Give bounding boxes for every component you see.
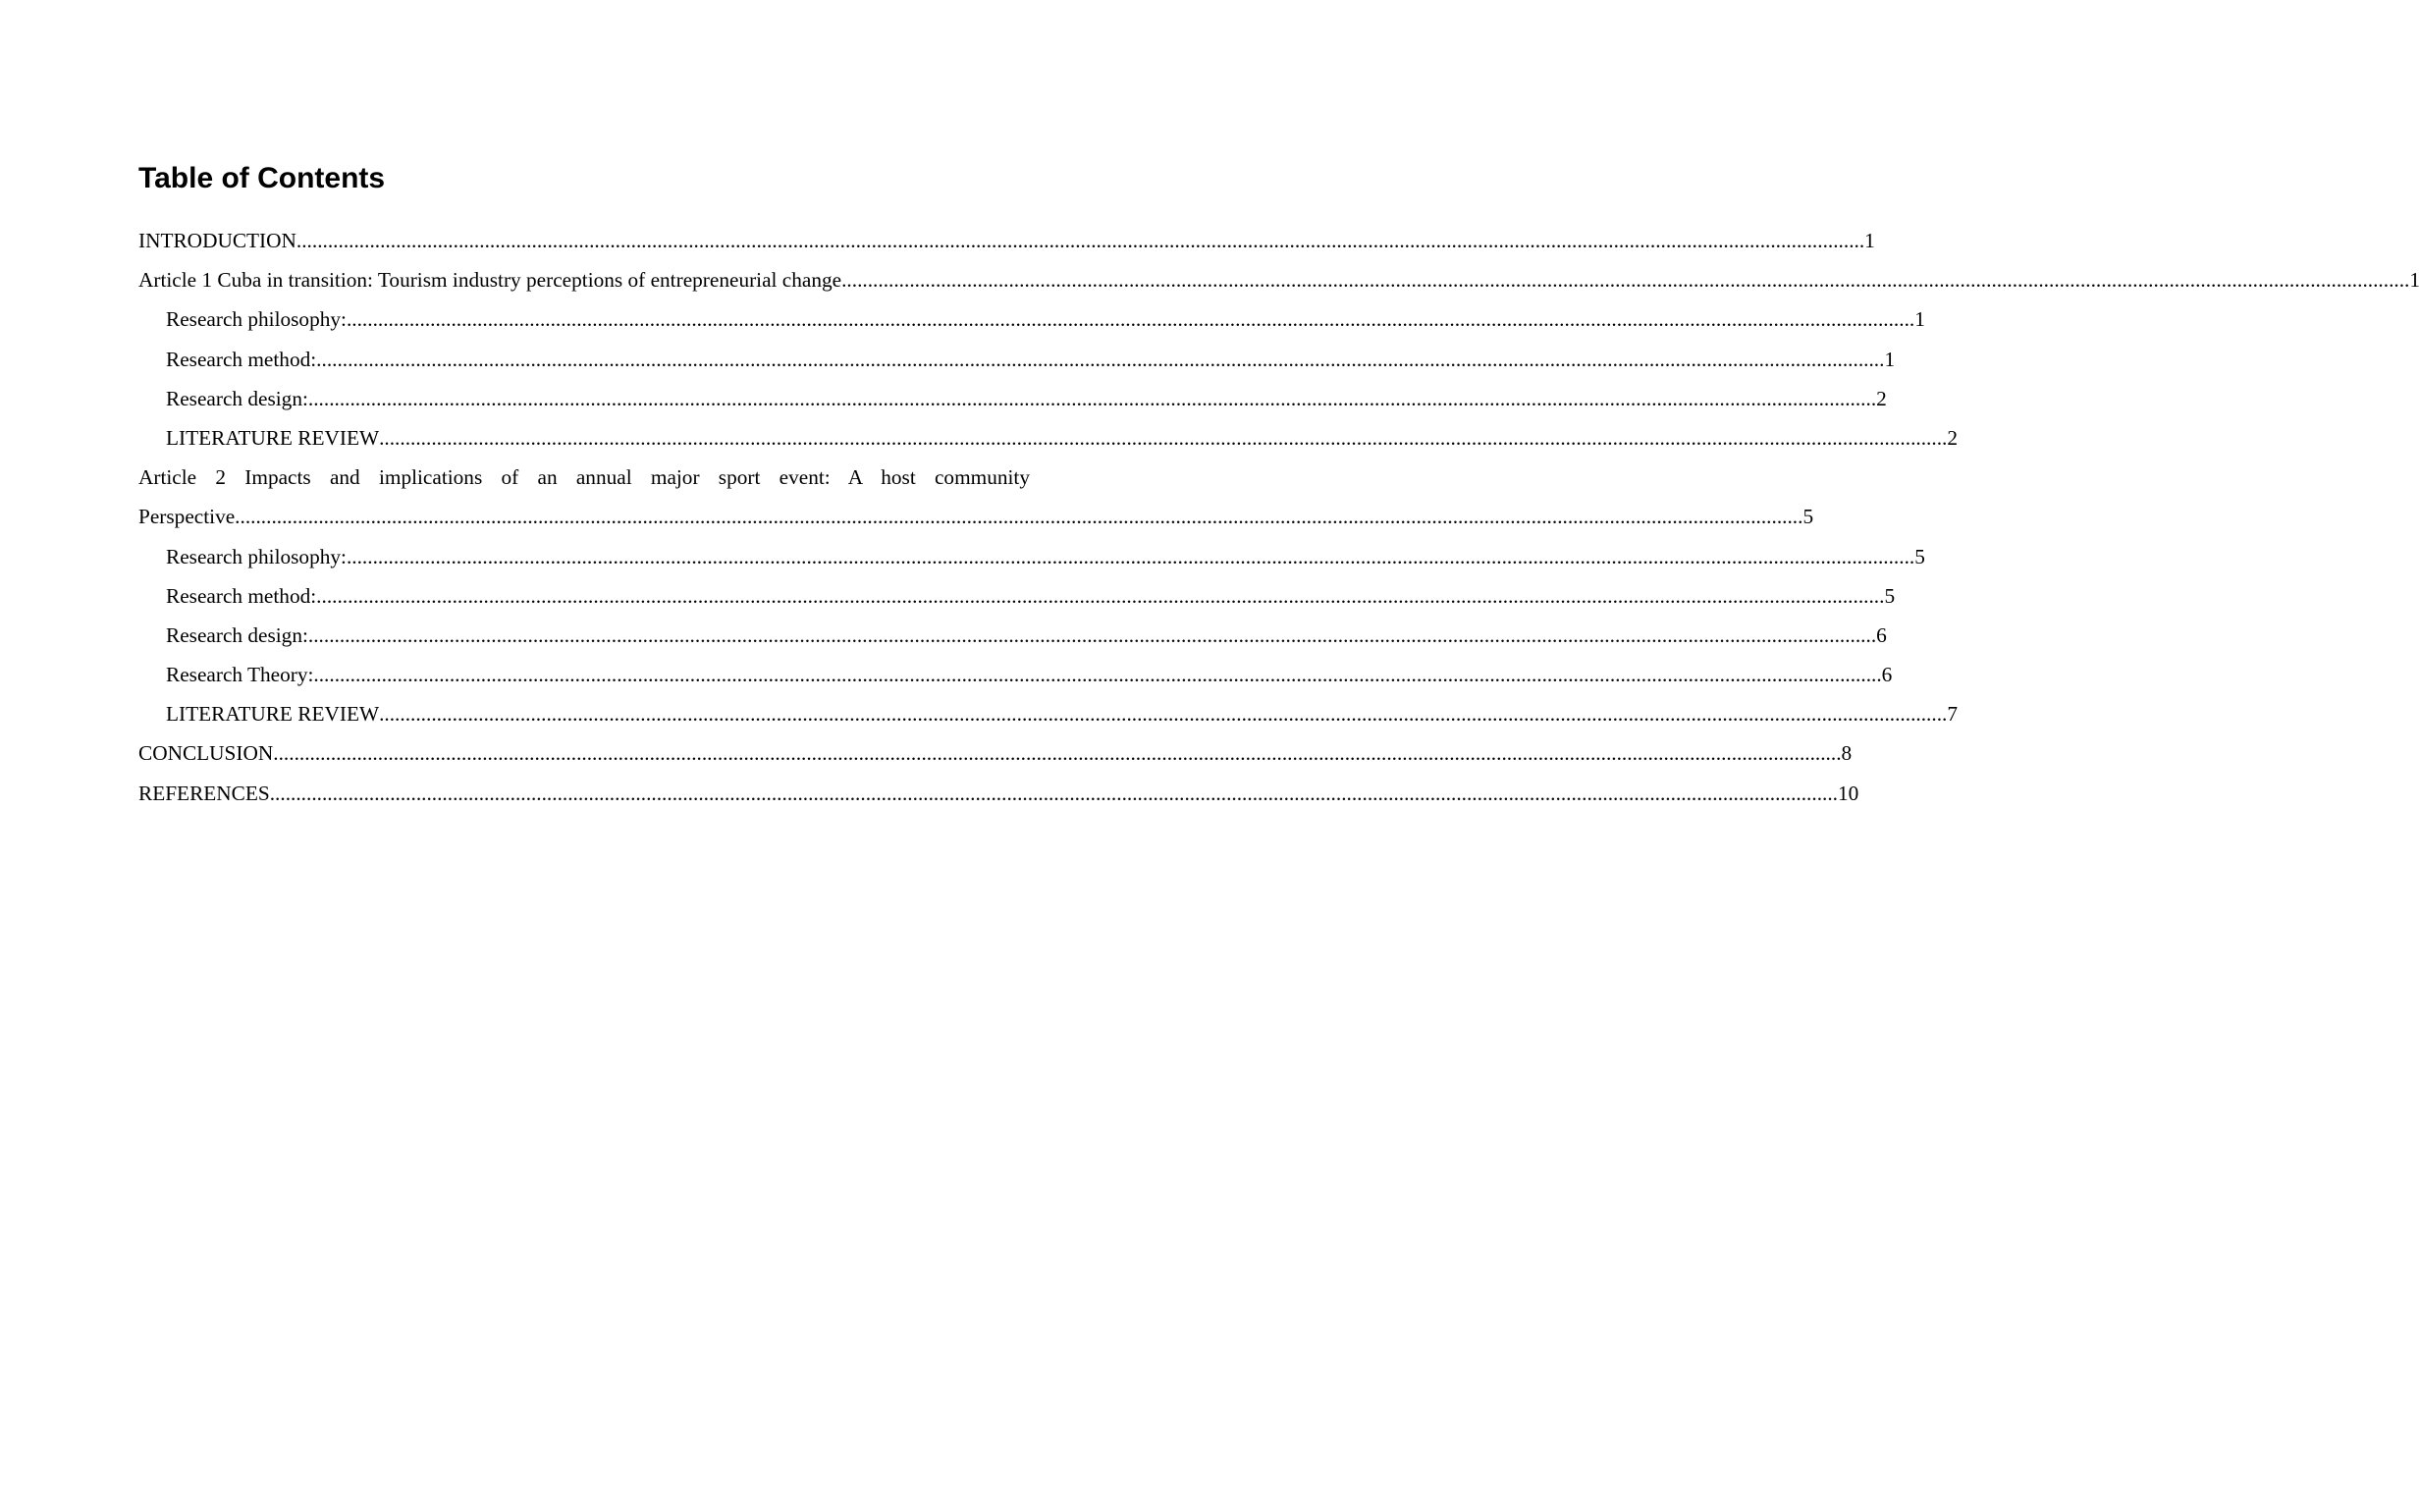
- toc-entry-label: Research philosophy:: [166, 307, 347, 332]
- toc-entry-label: Research philosophy:: [166, 544, 347, 568]
- toc-dot-leader: ............................................................................................................................................................................................................................................................................................................: [313, 663, 1882, 687]
- toc-dot-leader: ............................................................................................................................................................................................................................................................................................................: [273, 741, 1842, 766]
- toc-entry-page: 1: [2409, 268, 2420, 293]
- toc-entry-page: 7: [1947, 702, 1958, 727]
- toc-entry-page: 2: [1947, 425, 1958, 450]
- toc-entry-page: 1: [1884, 347, 1896, 371]
- toc-entry-article-2-line-1[interactable]: [138, 458, 1030, 497]
- toc-dot-leader: ............................................................................................................................................................................................................................................................................................................: [307, 622, 1877, 647]
- toc-entry-research-method[interactable]: [138, 576, 1896, 616]
- toc-dot-leader: ............................................................................................................................................................................................................................................................................................................: [296, 229, 1865, 252]
- toc-entry-label: Research Theory:: [166, 663, 314, 687]
- toc-entry-page: 2: [1876, 386, 1887, 410]
- toc-entry-research-philosophy[interactable]: [138, 299, 1925, 339]
- toc-entry-label: REFERENCES: [138, 781, 270, 805]
- toc-entry-label: LITERATURE REVIEW: [166, 702, 380, 727]
- toc-entry-article-2-line-2[interactable]: [138, 497, 1814, 536]
- toc-dot-leader: ............................................................................................................................................................................................................................................................................................................: [379, 425, 1948, 450]
- toc-entry-label: Article 2 Impacts and implications of an annual major sport event: A host community: [138, 465, 1030, 490]
- toc-entry-label: LITERATURE REVIEW: [166, 425, 380, 450]
- toc-entry-page: 6: [1881, 663, 1893, 687]
- toc-entry-label: Research design:: [166, 622, 308, 647]
- toc-dot-leader: ............................................................................................................................................................................................................................................................................................................: [346, 307, 1915, 332]
- toc-entry-page: 5: [1914, 544, 1925, 568]
- toc-title: Table of Contents: [138, 162, 386, 194]
- toc-dot-leader: ............................................................................................................................................................................................................................................................................................................: [379, 702, 1948, 727]
- toc-entry-label: Research design:: [166, 386, 308, 410]
- toc-entry-page: 6: [1876, 622, 1887, 647]
- toc-dot-leader: ............................................................................................................................................................................................................................................................................................................: [841, 268, 2410, 293]
- toc-entry-page: 5: [1802, 505, 1814, 529]
- toc-entry-page: 5: [1884, 583, 1896, 608]
- toc-entry-label: Research method:: [166, 583, 317, 608]
- toc-entry-research-philosophy[interactable]: [138, 537, 1925, 576]
- toc-entry-page: 10: [1838, 781, 1859, 805]
- toc-dot-leader: ............................................................................................................................................................................................................................................................................................................: [316, 347, 1885, 371]
- toc-entry-introduction[interactable]: [138, 221, 1875, 260]
- toc-entry-references[interactable]: [138, 774, 1859, 813]
- toc-entry-page: 8: [1841, 741, 1853, 766]
- toc-entry-research-design[interactable]: [138, 379, 1887, 418]
- toc-dot-leader: ............................................................................................................................................................................................................................................................................................................: [269, 781, 1838, 805]
- toc-dot-leader: ............................................................................................................................................................................................................................................................................................................: [316, 583, 1885, 608]
- toc-dot-leader: ............................................................................................................................................................................................................................................................................................................: [235, 505, 1803, 529]
- toc-entry-literature-review[interactable]: [138, 418, 1958, 458]
- toc-entry-research-theory[interactable]: [138, 655, 1893, 694]
- toc-entry-list: [138, 221, 2420, 813]
- toc-entry-page: 1: [1914, 307, 1925, 332]
- toc-entry-literature-review[interactable]: [138, 694, 1958, 733]
- toc-entry-label: CONCLUSION: [138, 741, 274, 766]
- toc-entry-label: Perspective: [138, 505, 236, 529]
- toc-entry-label: Article 1 Cuba in transition: Tourism industry perceptions of entrepreneurial change: [138, 268, 842, 293]
- table-of-contents: [138, 157, 2420, 813]
- toc-entry-conclusion[interactable]: [138, 733, 1853, 773]
- toc-dot-leader: ............................................................................................................................................................................................................................................................................................................: [346, 544, 1915, 568]
- toc-entry-article-1[interactable]: [138, 260, 2420, 299]
- toc-entry-research-method[interactable]: [138, 340, 1896, 379]
- toc-entry-research-design[interactable]: [138, 616, 1887, 655]
- toc-entry-label: Research method:: [166, 347, 317, 371]
- toc-dot-leader: ............................................................................................................................................................................................................................................................................................................: [307, 386, 1877, 410]
- toc-entry-label: INTRODUCTION: [138, 229, 296, 252]
- toc-entry-page: 1: [1864, 229, 1875, 252]
